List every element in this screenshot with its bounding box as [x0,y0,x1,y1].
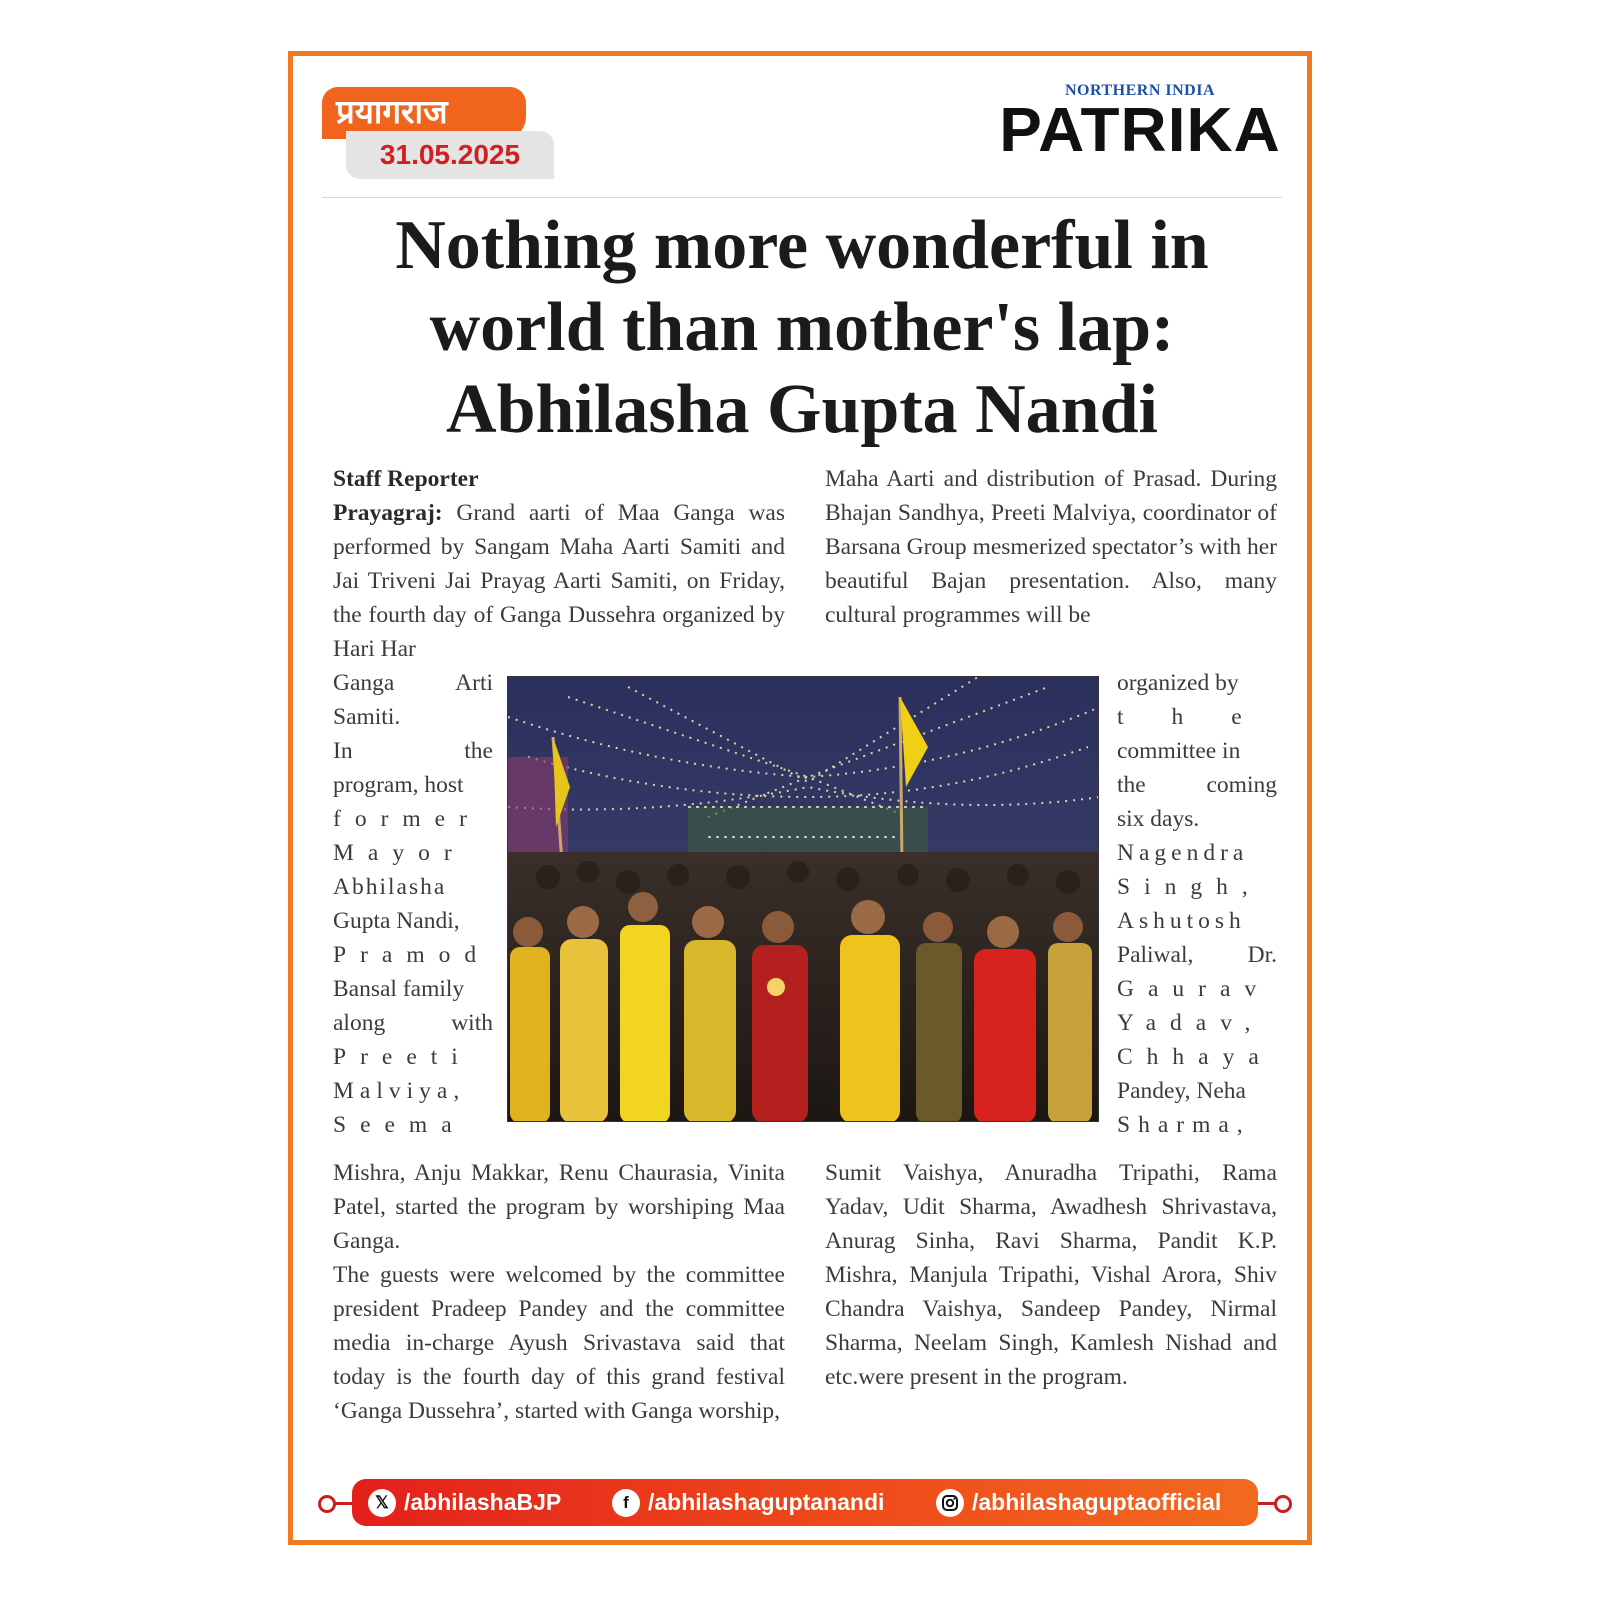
wrap-line: Pandey, Neha [1117,1078,1246,1104]
event-photo-illustration [508,677,1099,1122]
headline-line-1: Nothing more wonderful in [395,207,1209,284]
wrap-line: Pramod [333,942,491,968]
header-divider [322,197,1282,198]
article-left-wrap [333,666,493,1142]
wrap-line: the coming [1117,772,1277,798]
byline: Staff Reporter [333,466,479,492]
wrap-line: Mayor [333,840,466,866]
wrap-line: program, host [333,772,464,798]
paragraph: Sumit Vaishya, Anuradha Tripathi, Rama Yadav, Udit Sharma, Awadhesh Shrivastava, Anurag Sinha, Ravi Sharma, Pandit K.P. Mishra, Manjula Tripathi, Vishal Arora, Shiv Chandra Vaishya, Sandeep Pandey, Nirmal Sharma, Neelam Singh, Kamlesh Nishad and etc.were present in the program. [825,1160,1277,1390]
wrap-line: Gaurav [1117,976,1271,1002]
wrap-line: former [333,806,481,832]
wrap-line: Ashutosh [1117,908,1246,934]
wrap-line: Chhaya [1117,1044,1273,1070]
wrap-line: Paliwal, Dr. [1117,942,1277,968]
wrap-line: along with [333,1010,493,1036]
article-lead: Grand aarti of Maa Ganga was performed by Sangam Maha Aarti Samiti and Jai Triveni Jai Prayag Aarti Samiti, on Friday, the fourth day of Ganga Dussehra organized by Hari Har [333,500,785,662]
wrap-line: In the [333,738,493,764]
logo-title: PATRIKA [999,96,1281,165]
social-bar-dot-right [1274,1495,1292,1513]
facebook-icon: f [612,1489,640,1517]
date-label: 31.05.2025 [346,131,554,179]
wrap-line: committee in [1117,738,1241,764]
logo-subtitle: NORTHERN INDIA [1064,82,1215,99]
social-instagram-link[interactable] [936,1479,1221,1526]
social-bar [352,1479,1258,1526]
headline-line-2: world than mother's lap: [429,289,1175,366]
wrap-line: Seema [333,1112,466,1138]
wrap-line: Singh, [1117,874,1262,900]
wrap-line: Bansal family [333,976,465,1002]
wrap-line: Preeti [333,1044,472,1070]
instagram-handle: /abhilashaguptaofficial [972,1489,1222,1515]
wrap-line: Yadav, [1117,1010,1265,1036]
article-left-bottom [333,1156,785,1428]
x-handle: /abhilashaBJP [404,1489,562,1515]
wrap-line: Samiti. [333,704,401,730]
social-x-link[interactable] [368,1479,561,1526]
headline [322,205,1282,451]
event-photo [507,676,1099,1122]
paragraph: Mishra, Anju Makkar, Renu Chaurasia, Vinita Patel, started the program by worshiping Maa Ganga. [333,1160,785,1254]
facebook-handle: /abhilashaguptanandi [648,1489,885,1515]
wrap-line: Sharma, [1117,1112,1251,1138]
wrap-line: Nagendra [1117,840,1249,866]
city-label: प्रयागराज [322,87,526,139]
wrap-line: Malviya, [333,1078,466,1104]
wrap-line: Ganga Arti [333,670,493,696]
social-bar-dot-left [318,1495,336,1513]
wrap-line: six days. [1117,806,1200,832]
x-icon: 𝕏 [368,1489,396,1517]
paragraph: The guests were welcomed by the committee president Pradeep Pandey and the committee media in-charge Ayush Srivastava said that today is the fourth day of this grand festival ‘Ganga Dussehra’, started with Ganga worship, [333,1262,785,1424]
article-right-top [825,462,1277,632]
instagram-icon [936,1489,964,1517]
article-left-top [333,462,785,666]
paragraph: Maha Aarti and distribution of Prasad. During Bhajan Sandhya, Preeti Malviya, coordinator of Barsana Group mesmerized spectator’s with her beautiful Bajan presentation. Also, many cultural programmes will be [825,466,1277,628]
wrap-line: organized by [1117,670,1239,696]
wrap-line: the [1117,704,1290,730]
social-facebook-link[interactable] [612,1479,884,1526]
article-right-bottom [825,1156,1277,1394]
article-right-wrap [1117,666,1290,1142]
wrap-line: Gupta Nandi, [333,908,460,934]
wrap-line: Abhilasha [333,874,447,900]
dateline: Prayagraj: [333,500,443,526]
headline-line-3: Abhilasha Gupta Nandi [446,371,1158,448]
